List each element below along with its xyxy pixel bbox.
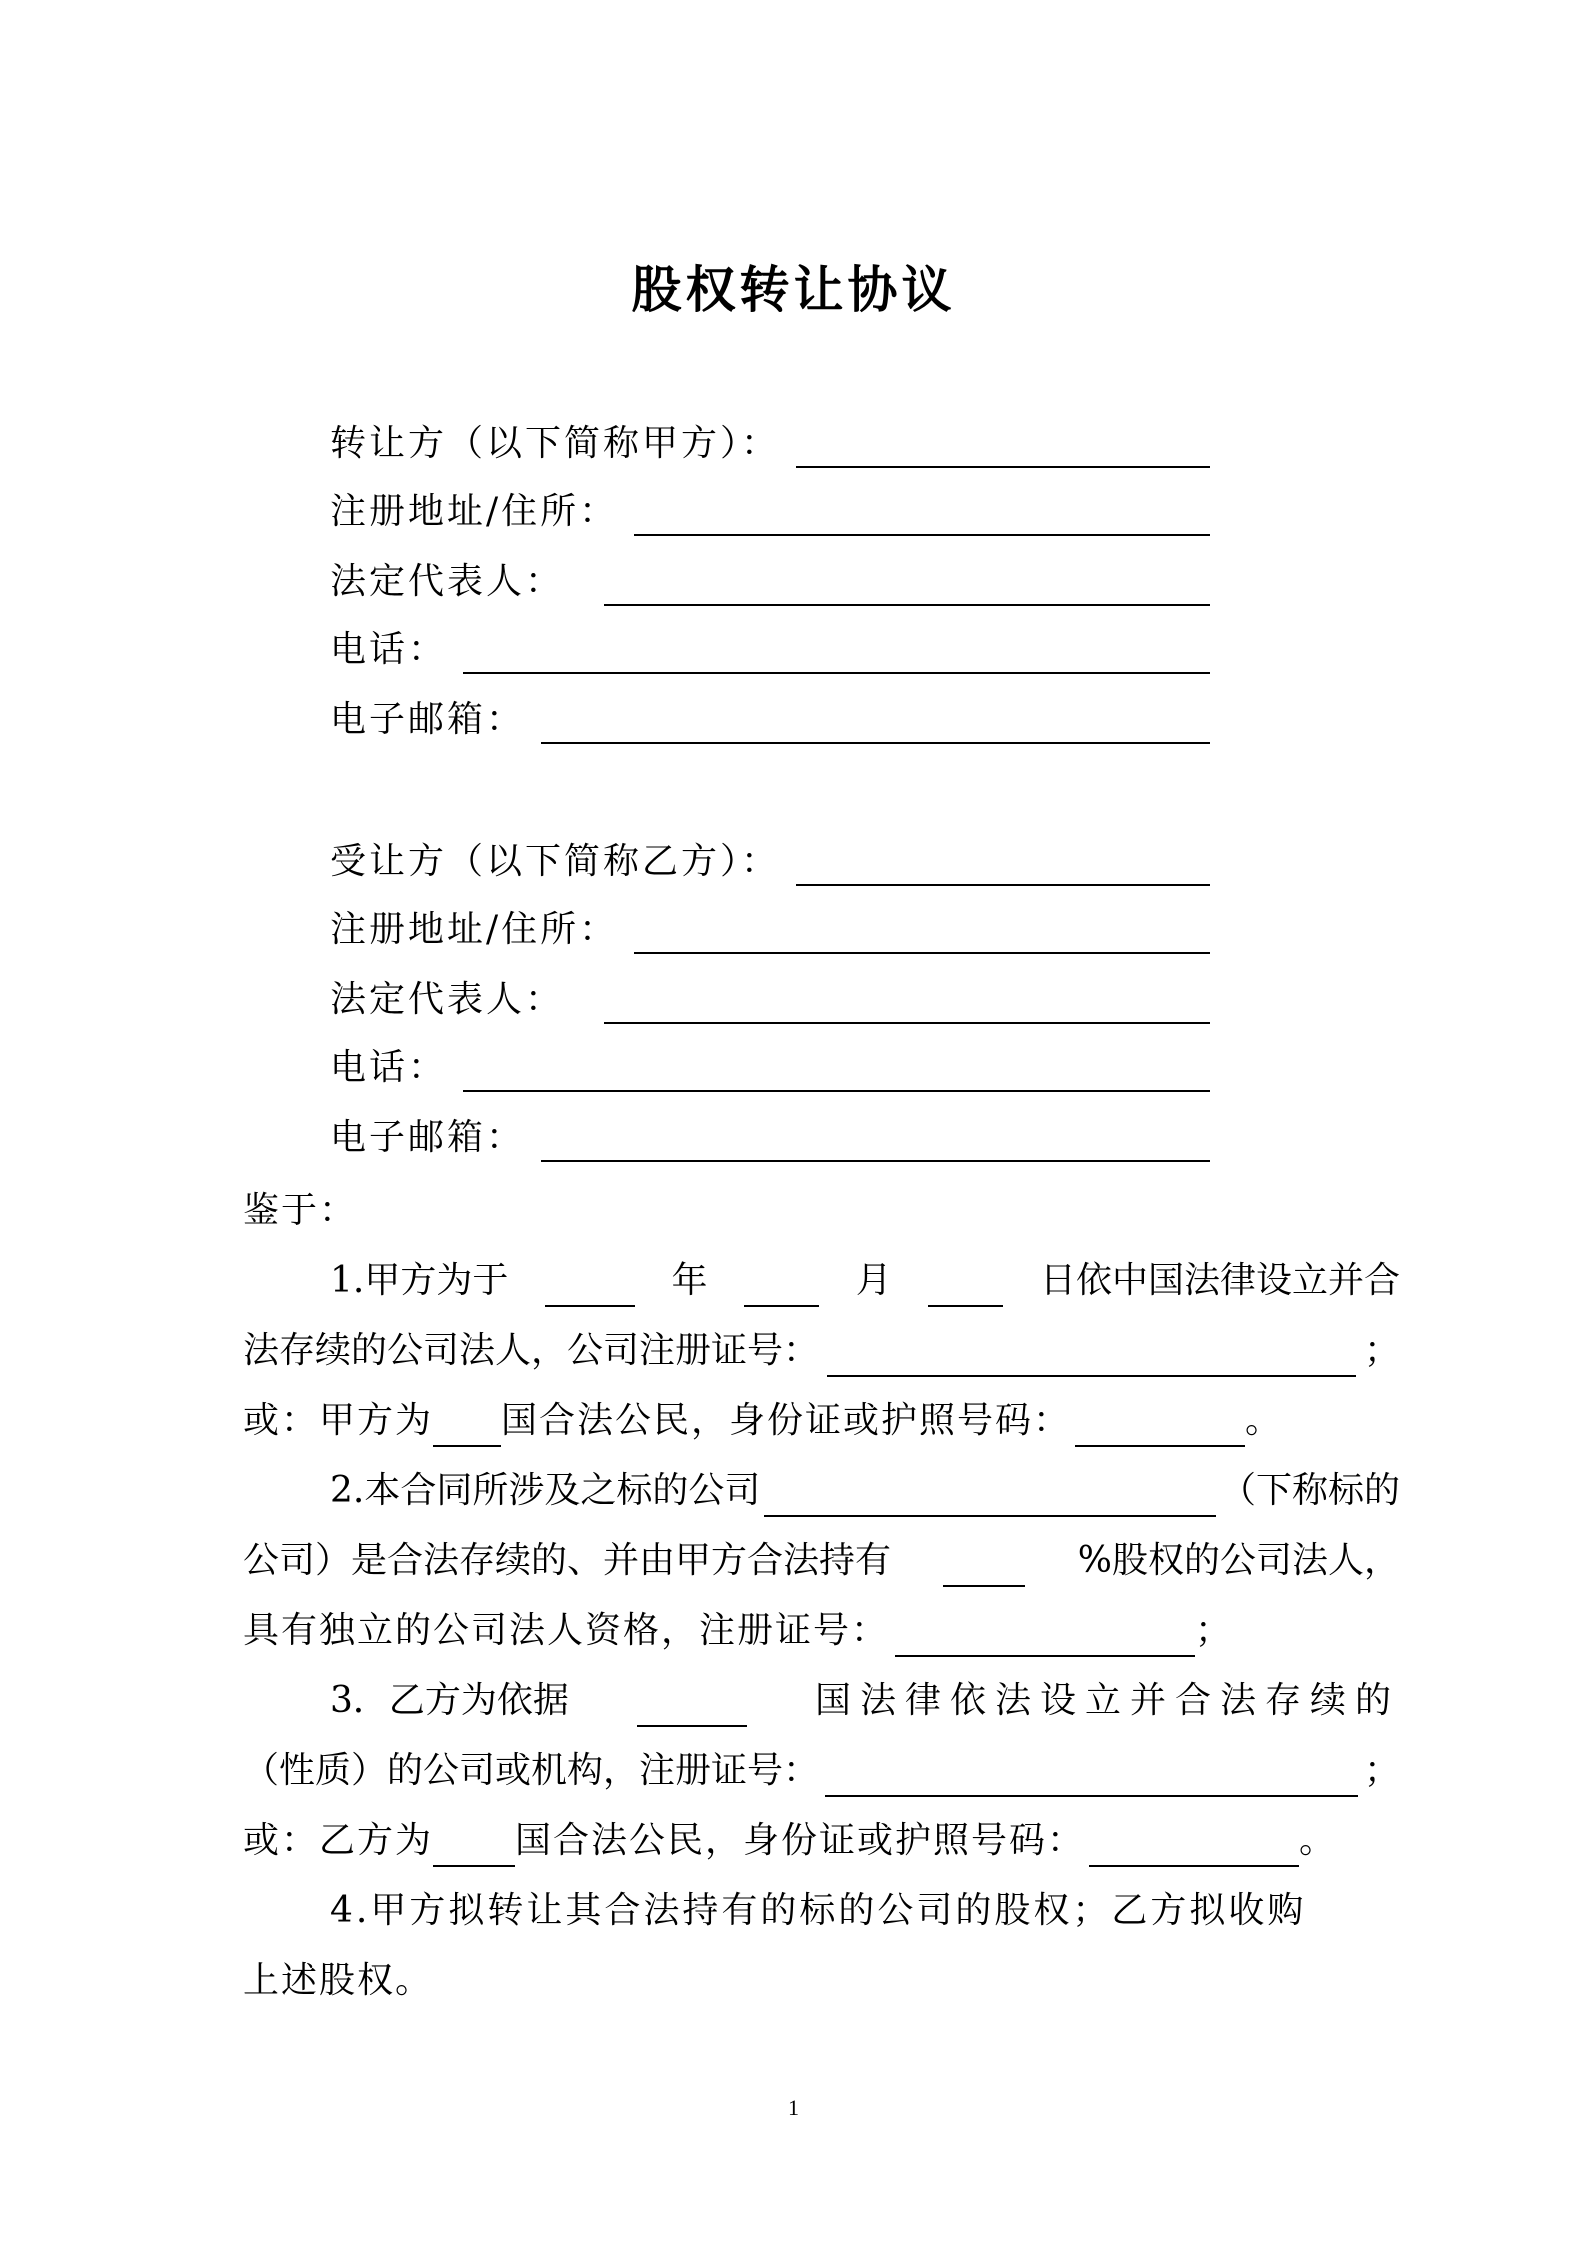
- party-a-rep-field[interactable]: [604, 566, 1210, 606]
- party-b-heading-row: [330, 838, 1210, 886]
- party-a-rep-label: 法定代表人：: [330, 561, 565, 602]
- party-b-phone-field[interactable]: [463, 1052, 1210, 1092]
- clause-2-reg-number-field[interactable]: [895, 1617, 1195, 1657]
- clause-3-line-3: [243, 1815, 1400, 1867]
- clause-2-company-field[interactable]: [764, 1477, 1216, 1517]
- clause-2-line-3: [243, 1605, 1400, 1657]
- clause-3-text-g: 。: [1299, 1820, 1338, 1861]
- clause-2-text-b: （下称标的: [1219, 1470, 1400, 1511]
- clause-1-id-field[interactable]: [1075, 1407, 1245, 1447]
- clause-3-text-d: ；: [1363, 1750, 1400, 1791]
- clause-3-line-1: [330, 1675, 1400, 1727]
- clause-1-text-f: ；: [1363, 1330, 1400, 1371]
- clause-4-line-2: 上述股权。: [243, 1960, 434, 2001]
- clause-3-text-c: （性质）的公司或机构，注册证号：: [243, 1750, 820, 1791]
- clause-1-year-field[interactable]: [545, 1267, 635, 1307]
- clause-1-line-1: [330, 1255, 1400, 1307]
- clause-3-country-field[interactable]: [637, 1687, 747, 1727]
- party-b-address-label: 注册地址/住所：: [330, 909, 619, 950]
- party-a-phone-row: [330, 626, 1210, 674]
- clause-3-text-a: 3．乙方为依据: [330, 1680, 569, 1721]
- clause-1-text-d: 日依中国法律设立并合: [1039, 1260, 1400, 1301]
- party-a-rep-row: [330, 558, 1210, 606]
- clause-2-text-f: ；: [1195, 1610, 1234, 1651]
- party-a-email-row: [330, 696, 1210, 744]
- whereas-heading: 鉴于：: [243, 1190, 358, 1231]
- party-a-address-row: [330, 488, 1210, 536]
- party-b-email-field[interactable]: [541, 1122, 1210, 1162]
- page-number: 1: [788, 2095, 799, 2120]
- clause-2-line-2: [243, 1535, 1400, 1587]
- clause-4-line-1: 4.甲方拟转让其合法持有的标的公司的股权；乙方拟收购: [330, 1890, 1307, 1931]
- party-a-email-field[interactable]: [541, 704, 1210, 744]
- party-b-rep-field[interactable]: [604, 984, 1210, 1024]
- clause-1-reg-number-field[interactable]: [827, 1337, 1356, 1377]
- clause-2-percent-field[interactable]: [943, 1547, 1025, 1587]
- clause-1-text-i: 。: [1245, 1400, 1284, 1441]
- clause-3-line-2: [243, 1745, 1400, 1797]
- party-b-phone-row: [330, 1044, 1210, 1092]
- party-a-heading: 转让方（以下简称甲方）：: [330, 423, 781, 464]
- clause-1-text-a: 1.甲方为于: [330, 1260, 509, 1301]
- clause-1-text-g: 或：甲方为: [243, 1400, 434, 1441]
- clause-1-day-field[interactable]: [928, 1267, 1003, 1307]
- party-a-heading-row: [330, 420, 1210, 468]
- clause-1-line-2: [243, 1325, 1400, 1377]
- party-b-email-label: 电子邮箱：: [330, 1117, 526, 1158]
- clause-3-text-b: 国法律依法设立并合法存续的: [814, 1680, 1400, 1721]
- document-title: 股权转让协议: [631, 261, 956, 319]
- clause-3-reg-number-field[interactable]: [825, 1757, 1358, 1797]
- party-a-phone-field[interactable]: [463, 634, 1210, 674]
- party-a-email-label: 电子邮箱：: [330, 699, 526, 740]
- clause-2-line-1: [330, 1465, 1400, 1517]
- clause-3-nationality-field[interactable]: [433, 1827, 515, 1867]
- party-b-rep-label: 法定代表人：: [330, 979, 565, 1020]
- clause-1-text-h: 国合法公民，身份证或护照号码：: [501, 1400, 1072, 1441]
- party-b-address-row: [330, 906, 1210, 954]
- clause-3-text-f: 国合法公民，身份证或护照号码：: [515, 1820, 1086, 1861]
- clause-1-nationality-field[interactable]: [433, 1407, 501, 1447]
- party-b-phone-label: 电话：: [330, 1047, 448, 1088]
- party-b-address-field[interactable]: [634, 914, 1210, 954]
- party-a-phone-label: 电话：: [330, 629, 448, 670]
- party-a-address-label: 注册地址/住所：: [330, 491, 619, 532]
- clause-1-month-field[interactable]: [744, 1267, 819, 1307]
- clause-2-text-d: %股权的公司法人，: [1077, 1540, 1400, 1581]
- clause-2-text-c: 公司）是合法存续的、并由甲方合法持有: [243, 1540, 892, 1581]
- clause-1-text-c: 月: [855, 1260, 892, 1301]
- clause-2-text-a: 2.本合同所涉及之标的公司: [330, 1470, 761, 1511]
- clause-1-line-3: [243, 1395, 1400, 1447]
- clause-2-text-e: 具有独立的公司法人资格，注册证号：: [243, 1610, 890, 1651]
- clause-1-text-b: 年: [671, 1260, 708, 1301]
- party-b-name-field[interactable]: [796, 846, 1210, 886]
- clause-3-text-e: 或：乙方为: [243, 1820, 434, 1861]
- party-b-email-row: [330, 1114, 1210, 1162]
- party-b-heading: 受让方（以下简称乙方）：: [330, 841, 781, 882]
- party-a-address-field[interactable]: [634, 496, 1210, 536]
- clause-1-text-e: 法存续的公司法人，公司注册证号：: [243, 1330, 820, 1371]
- party-a-name-field[interactable]: [796, 428, 1210, 468]
- party-b-rep-row: [330, 976, 1210, 1024]
- clause-3-id-field[interactable]: [1089, 1827, 1299, 1867]
